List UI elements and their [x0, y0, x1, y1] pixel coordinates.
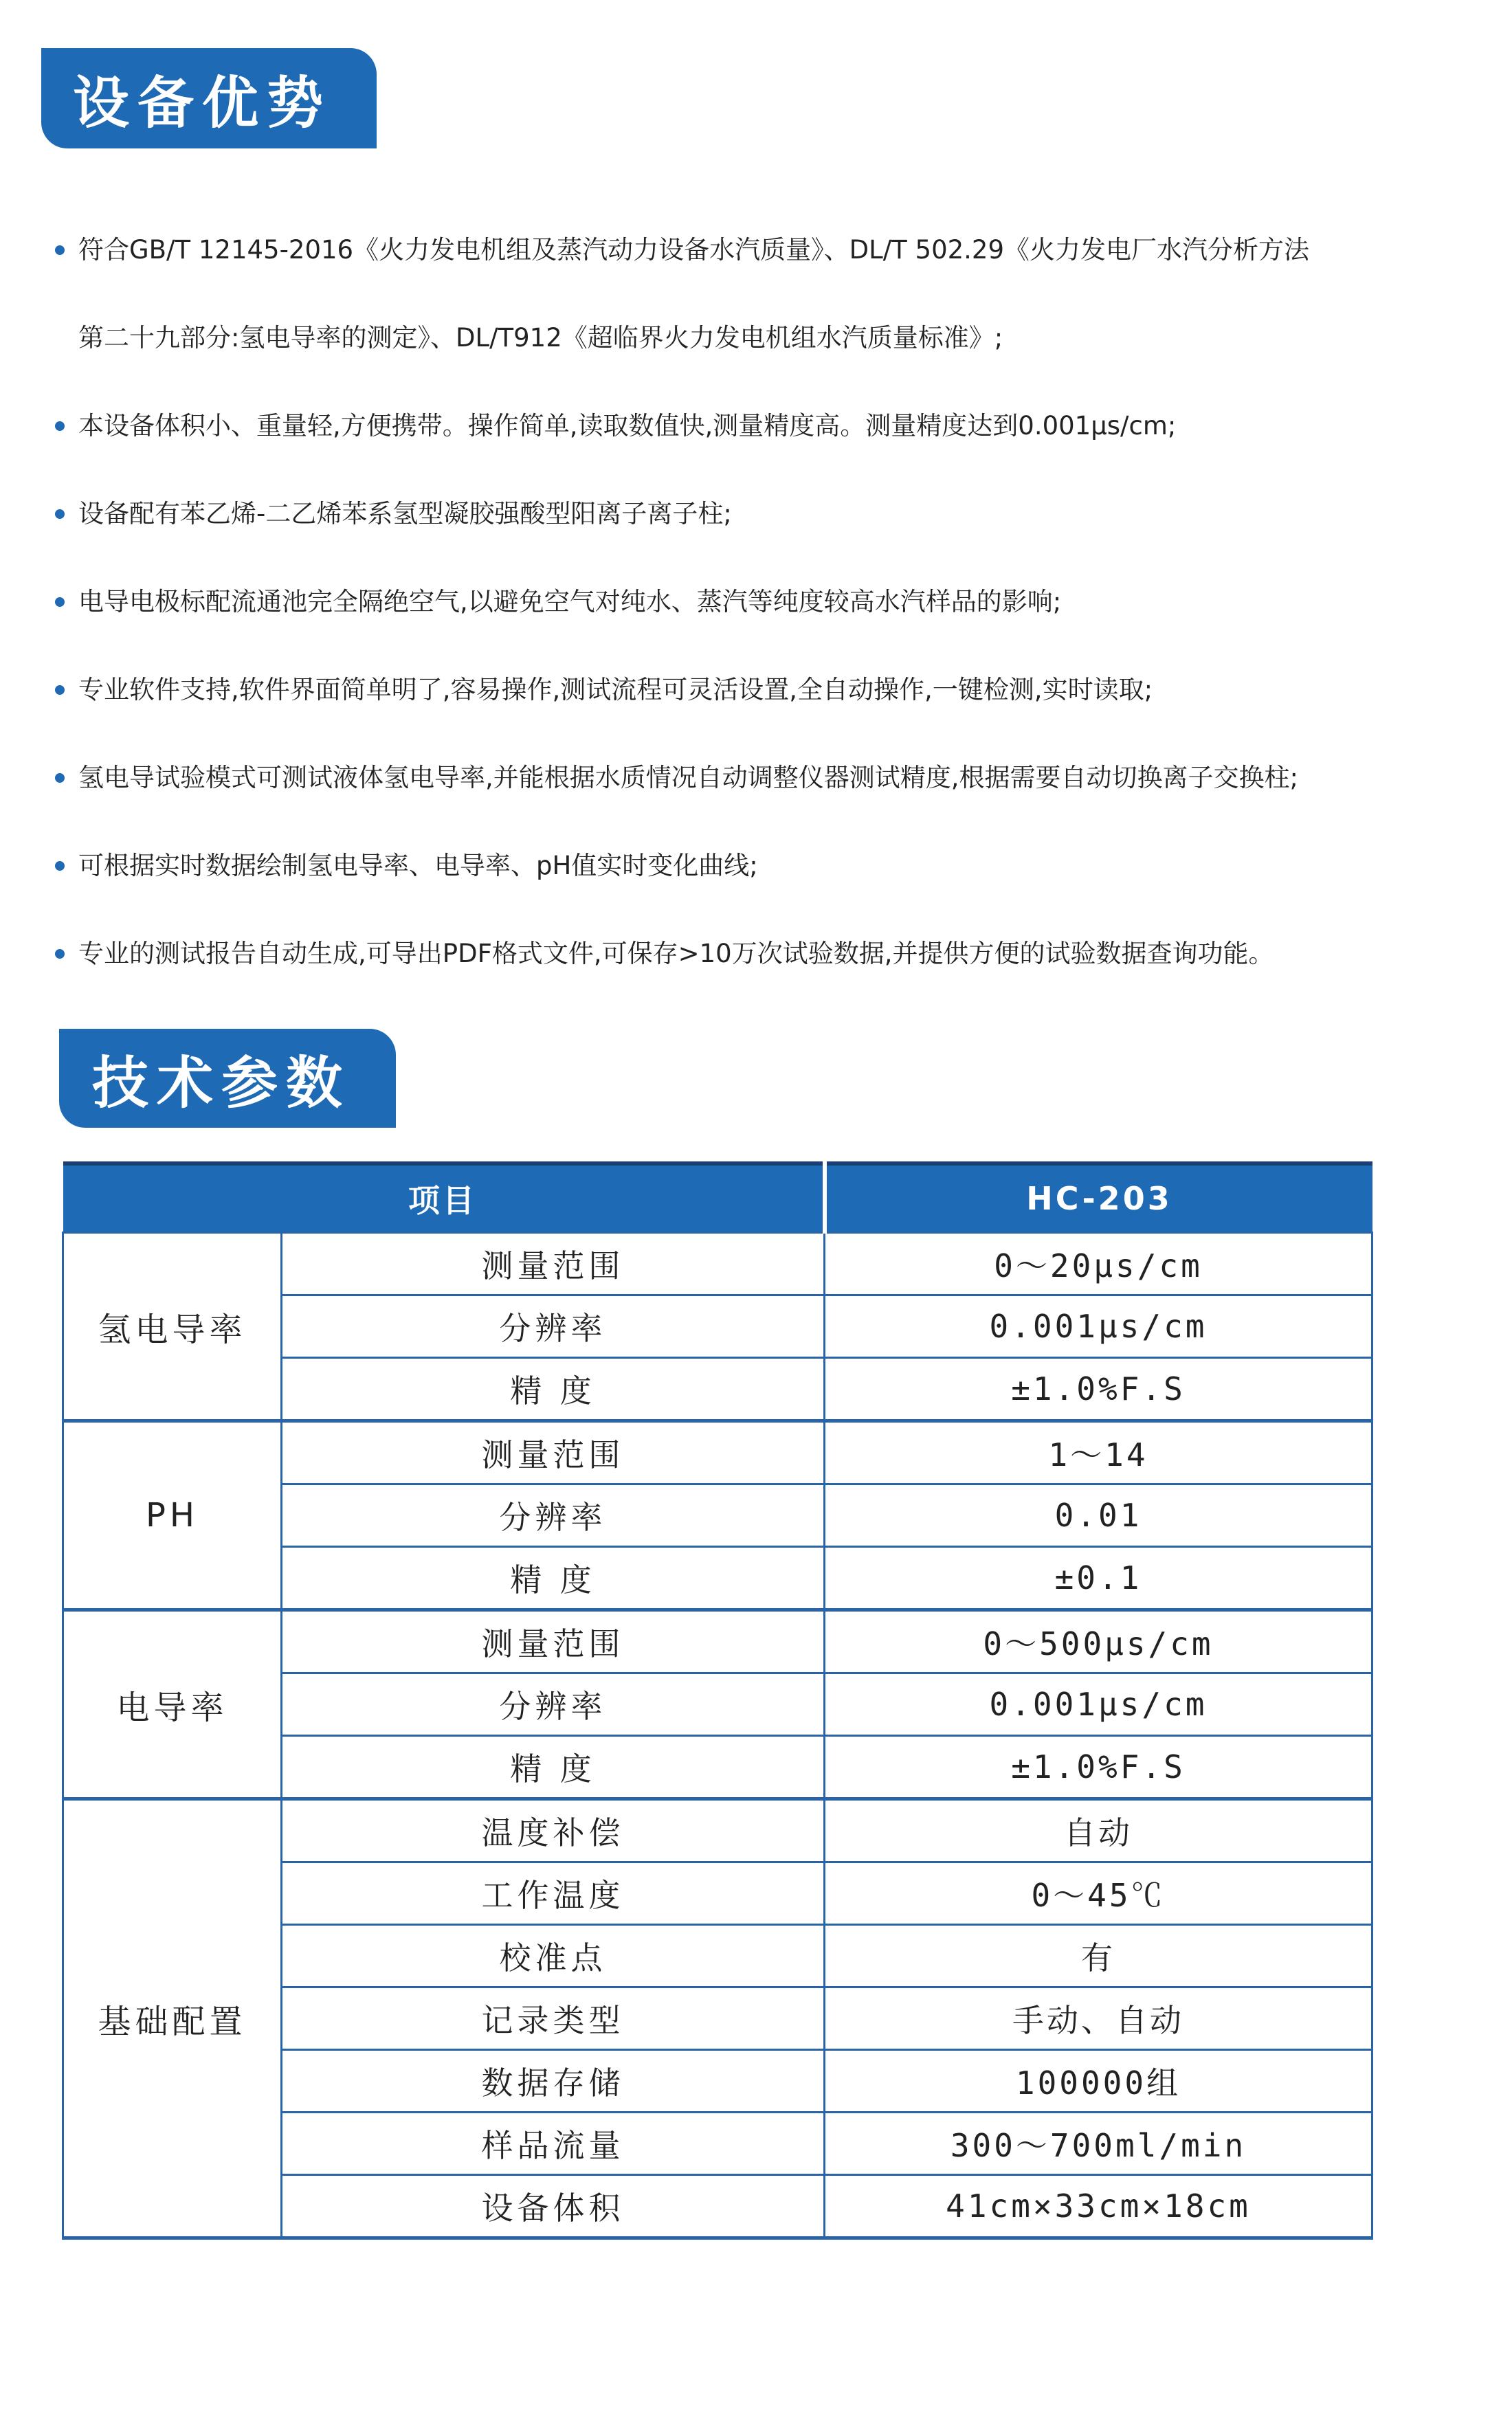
header-item: 项目: [63, 1163, 825, 1233]
header-model: HC-203: [825, 1163, 1372, 1233]
param-label: 数据存储: [282, 2050, 825, 2113]
param-label: 校准点: [282, 1925, 825, 1987]
param-value: 100000组: [825, 2050, 1372, 2113]
param-label: 分辨率: [282, 1295, 825, 1358]
section-title-parameters: 技术参数: [59, 1029, 396, 1128]
table-row: [63, 1610, 1372, 1673]
param-label: 分辨率: [282, 1484, 825, 1547]
feature-text: 专业软件支持,软件界面简单明了,容易操作,测试流程可灵活设置,全自动操作,一键检测,实时读取;: [78, 675, 1153, 704]
group-label: 电导率: [63, 1610, 282, 1799]
bullet-icon: [55, 509, 65, 519]
param-value: ±1.0%F.S: [825, 1358, 1372, 1421]
bullet-icon: [55, 597, 65, 607]
table-row: [63, 1799, 1372, 1862]
list-item: [55, 558, 1471, 646]
list-item: [55, 470, 1471, 558]
feature-text: 符合GB/T 12145-2016《火力发电机组及蒸汽动力设备水汽质量》、DL/T 502.29《火力发电厂水汽分析方法: [78, 235, 1309, 265]
table-header-row: [63, 1163, 1372, 1233]
param-label: 工作温度: [282, 1862, 825, 1925]
param-label: 分辨率: [282, 1673, 825, 1736]
feature-text: 专业的测试报告自动生成,可导出PDF格式文件,可保存>10万次试验数据,并提供方便的试验数据查询功能。: [78, 939, 1274, 968]
list-item: [55, 646, 1471, 734]
param-label: 测量范围: [282, 1421, 825, 1484]
param-value: 41cm×33cm×18cm: [825, 2175, 1372, 2238]
list-item: [55, 734, 1471, 822]
feature-list: [55, 206, 1471, 998]
param-label: 样品流量: [282, 2113, 825, 2175]
param-value: 0.001μs/cm: [825, 1295, 1372, 1358]
group-label: 基础配置: [63, 1799, 282, 2238]
feature-text: 电导电极标配流通池完全隔绝空气,以避免空气对纯水、蒸汽等纯度较高水汽样品的影响;: [78, 587, 1062, 616]
list-item: [55, 910, 1471, 998]
bullet-icon: [55, 861, 65, 871]
feature-text: 可根据实时数据绘制氢电导率、电导率、pH值实时变化曲线;: [78, 851, 758, 880]
bullet-icon: [55, 685, 65, 695]
param-value: 0.001μs/cm: [825, 1673, 1372, 1736]
bullet-icon: [55, 773, 65, 783]
param-value: 0～500μs/cm: [825, 1610, 1372, 1673]
list-item: [55, 294, 1471, 382]
list-item: [55, 382, 1471, 470]
param-label: 记录类型: [282, 1987, 825, 2050]
bullet-icon: [55, 245, 65, 255]
param-label: 精 度: [282, 1358, 825, 1421]
param-label: 设备体积: [282, 2175, 825, 2238]
list-item: [55, 206, 1471, 294]
section-title-advantages: 设备优势: [41, 48, 377, 148]
param-value: ±1.0%F.S: [825, 1736, 1372, 1799]
table-row: [63, 1421, 1372, 1484]
param-value: 0.01: [825, 1484, 1372, 1547]
group-label: 氢电导率: [63, 1233, 282, 1421]
list-item: [55, 822, 1471, 910]
feature-text: 第二十九部分:氢电导率的测定》、DL/T912《超临界火力发电机组水汽质量标准》;: [78, 323, 1003, 353]
param-value: 自动: [825, 1799, 1372, 1862]
param-value: ±0.1: [825, 1547, 1372, 1610]
feature-text: 设备配有苯乙烯-二乙烯苯系氢型凝胶强酸型阳离子离子柱;: [78, 499, 732, 528]
feature-text: 氢电导试验模式可测试液体氢电导率,并能根据水质情况自动调整仪器测试精度,根据需要自动切换离子交换柱;: [78, 763, 1298, 792]
param-value: 1～14: [825, 1421, 1372, 1484]
group-label: PH: [63, 1421, 282, 1610]
param-label: 测量范围: [282, 1233, 825, 1295]
param-value: 0～45℃: [825, 1862, 1372, 1925]
param-value: 手动、自动: [825, 1987, 1372, 2050]
spec-table: [62, 1161, 1373, 2240]
param-value: 300～700ml/min: [825, 2113, 1372, 2175]
param-value: 0～20μs/cm: [825, 1233, 1372, 1295]
param-label: 测量范围: [282, 1610, 825, 1673]
param-value: 有: [825, 1925, 1372, 1987]
param-label: 精 度: [282, 1736, 825, 1799]
bullet-icon: [55, 421, 65, 431]
feature-text: 本设备体积小、重量轻,方便携带。操作简单,读取数值快,测量精度高。测量精度达到0.001μs/cm;: [78, 411, 1177, 441]
param-label: 精 度: [282, 1547, 825, 1610]
param-label: 温度补偿: [282, 1799, 825, 1862]
bullet-icon: [55, 949, 65, 959]
table-row: [63, 1233, 1372, 1295]
